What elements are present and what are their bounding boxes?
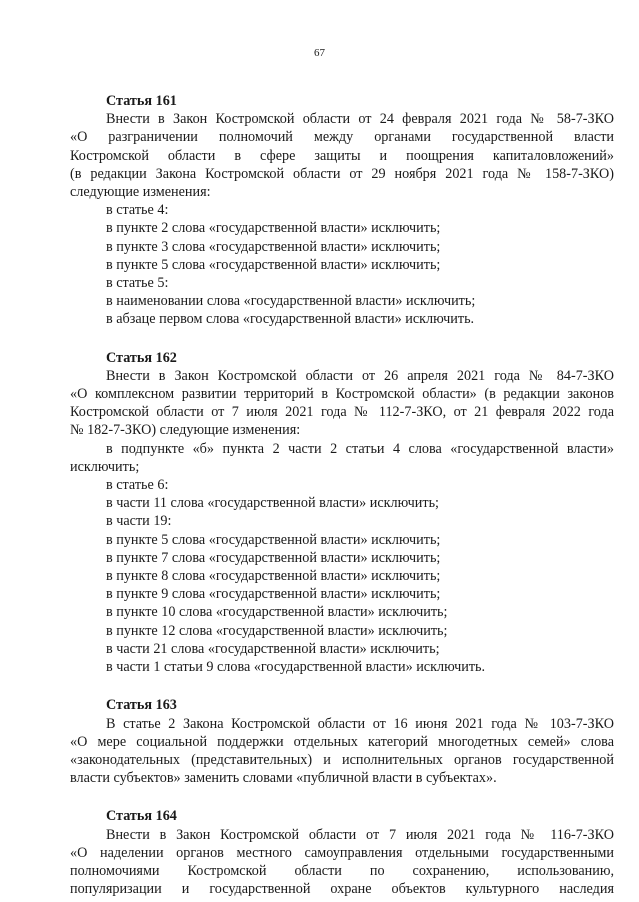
list-item: в статье 4: [106,202,169,219]
article-title: Статья 164 [106,808,177,825]
article-163 [70,696,614,787]
text-line: «О наделении органов местного самоуправления отдельными государственными [70,844,614,861]
article-title: Статья 163 [106,697,177,714]
text-line: исключить; [70,458,140,475]
text-line: В статье 2 Закона Костромской области от 16 июня 2021 года № 103-7-ЗКО [106,715,614,732]
text-line: следующие изменения: [70,184,211,201]
text-line: Внести в Закон Костромской области от 26 апреля 2021 года № 84-7-ЗКО [106,367,614,384]
list-item: в пункте 10 слова «государственной власти» исключить; [106,604,448,621]
text-line: «О комплексном развитии территорий в Костромской области» (в редакции законов [70,386,614,403]
list-item: в пункте 9 слова «государственной власти» исключить; [106,586,441,603]
list-item: в пункте 8 слова «государственной власти» исключить; [106,568,441,585]
text-line: полномочиями Костромской области по сохранению, использованию, [70,862,614,879]
list-item: в части 21 слова «государственной власти» исключить; [106,640,440,657]
article-title: Статья 161 [106,93,177,109]
list-item: в наименовании слова «государственной власти» исключить; [106,293,476,310]
text-line: Костромской области в сфере защиты и поощрения капиталовложений» [70,147,614,164]
list-item: в пункте 2 слова «государственной власти» исключить; [106,220,441,237]
text-line: Внести в Закон Костромской области от 7 июля 2021 года № 116-7-ЗКО [106,826,614,843]
list-item: в абзаце первом слова «государственной власти» исключить. [106,311,475,328]
list-item: в статье 5: [106,275,169,292]
text-line: власти субъектов» заменить словами «публичной власти в субъектах». [70,770,497,787]
text-line: в подпункте «б» пункта 2 части 2 статьи 4 слова «государственной власти» [106,440,614,457]
article-title: Статья 162 [106,349,177,366]
article-162 [70,349,614,677]
article-161 [70,92,614,329]
list-item: в пункте 5 слова «государственной власти» исключить; [106,531,441,548]
text-line: «О разграничении полномочий между органами государственной власти [70,129,614,146]
text-line: «законодательных (представительных) и исполнительных органов государственной [70,751,614,768]
list-item: в пункте 3 слова «государственной власти» исключить; [106,238,441,255]
text-line: Костромской области от 7 июля 2021 года № 112-7-ЗКО, от 21 февраля 2022 года [70,404,614,421]
article-164 [70,807,614,898]
text-line: «О мере социальной поддержки отдельных категорий многодетных семей» слова [70,733,614,750]
list-item: в части 11 слова «государственной власти» исключить; [106,495,439,512]
text-line: Внести в Закон Костромской области от 24 февраля 2021 года № 58-7-ЗКО [106,111,614,128]
document-body [70,92,614,898]
list-item: в пункте 7 слова «государственной власти» исключить; [106,549,441,566]
list-item: в пункте 12 слова «государственной власти» исключить; [106,622,448,639]
text-line: № 182-7-ЗКО) следующие изменения: [70,422,301,439]
list-item: в части 19: [106,513,172,530]
list-item: в части 1 статьи 9 слова «государственной власти» исключить. [106,659,486,676]
text-line: популяризации и государственной охране объектов культурного наследия [70,881,614,898]
page-number: 67 [314,47,325,59]
text-line: (в редакции Закона Костромской области от 29 ноября 2021 года № 158-7-ЗКО) [70,165,614,182]
list-item: в пункте 5 слова «государственной власти» исключить; [106,256,441,273]
list-item: в статье 6: [106,477,169,494]
